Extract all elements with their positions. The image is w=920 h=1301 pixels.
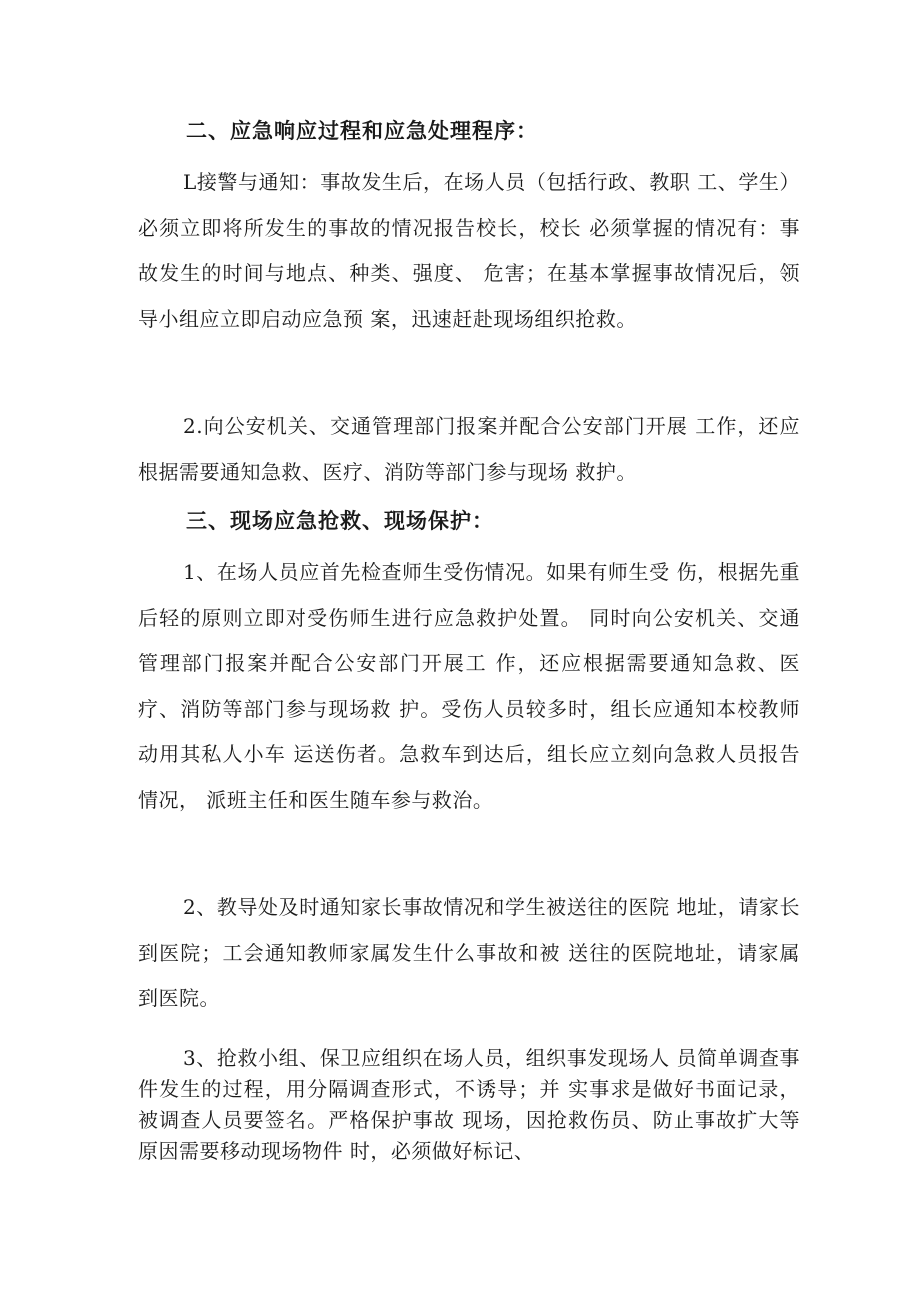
section-3-heading: 三、现场应急抢救、现场保护： (186, 509, 494, 533)
section-2-paragraph-2: 2.向公安机关、交通管理部门报案并配合公安部门开展 工作，还应根据需要通知急救、医疗、消防等部门参与现场 救护。 (138, 414, 800, 484)
section-3-paragraph-3: 3、抢救小组、保卫应组织在场人员，组织事发现场人 员简单调查事件发生的过程，用分隔调查形式，不诱导；并 实事求是做好书面记录，被调查人员要签名。严格保护事故 现场，因抢救伤员、防止事故扩大等原因需要移动现场物件 时，必须做好标记、 (138, 1046, 800, 1163)
section-2-heading: 二、应急响应过程和应急处理程序： (186, 119, 538, 143)
section-3-paragraph-1: 1、在场人员应首先检查师生受伤情况。如果有师生受 伤，根据先重后轻的原则立即对受伤师生进行应急救护处置。 同时向公安机关、交通管理部门报案并配合公安部门开展工 作，还应根据需要通知急救、医疗、消防等部门参与现场救 护。受伤人员较多时，组长应通知本校教师动用其私人小车 运送伤者。急救车到达后，组长应立刻向急救人员报告情况， 派班主任和医生随车参与救治。 (138, 560, 800, 812)
section-2-paragraph-1: L接警与通知：事故发生后，在场人员（包括行政、教职 工、学生）必须立即将所发生的事故的情况报告校长，校长 必须掌握的情况有：事故发生的时间与地点、种类、强度、 危害；在基本掌握事故情况后，领导小组应立即启动应急预 案，迅速赶赴现场组织抢救。 (138, 170, 800, 331)
section-3-paragraph-2: 2、教导处及时通知家长事故情况和学生被送往的医院 地址，请家长到医院；工会通知教师家属发生什么事故和被 送往的医院地址，请家属到医院。 (138, 895, 800, 1010)
